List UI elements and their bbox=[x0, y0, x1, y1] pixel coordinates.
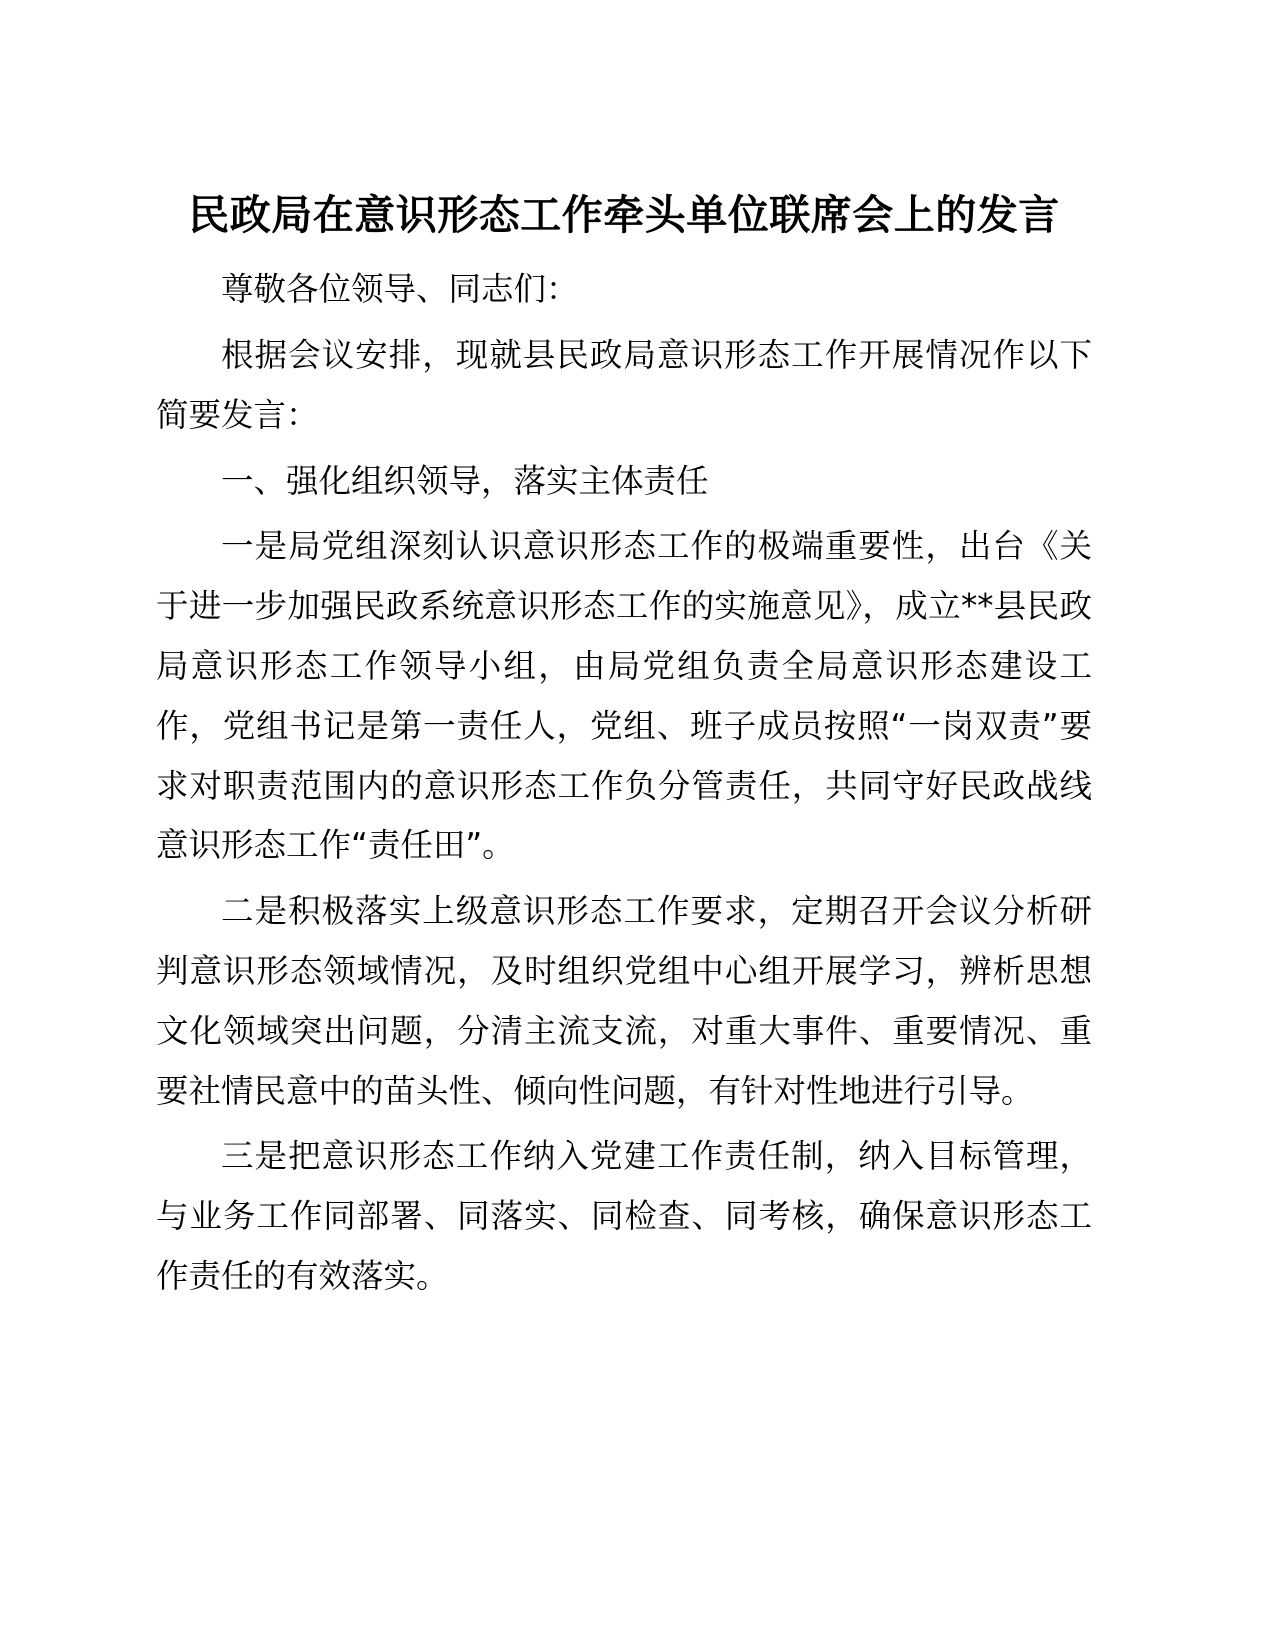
paragraph-point-3: 三是把意识形态工作纳入党建工作责任制，纳入目标管理，与业务工作同部署、同落实、同检查、同考核，确保意识形态工作责任的有效落实。 bbox=[156, 1137, 1092, 1295]
paragraph-point-2: 二是积极落实上级意识形态工作要求，定期召开会议分析研判意识形态领域情况，及时组织党组中心组开展学习，辨析思想文化领域突出问题，分清主流支流，对重大事件、重要情况、重要社情民意中的苗头性、倾向性问题，有针对性地进行引导。 bbox=[156, 892, 1092, 1110]
paragraph-point-1: 一是局党组深刻认识意识形态工作的极端重要性，出台《关于进一步加强民政系统意识形态工作的实施意见》，成立**县民政局意识形态工作领导小组，由局党组负责全局意识形态建设工作，党组书记是第一责任人，党组、班子成员按照“一岗双责”要求对职责范围内的意识形态工作负分管责任，共同守好民政战线意识形态工作“责任田”。 bbox=[156, 527, 1092, 865]
document-title: 民政局在意识形态工作牵头单位联席会上的发言 bbox=[188, 191, 1060, 239]
paragraph-salutation: 尊敬各位领导、同志们： bbox=[221, 270, 579, 309]
document-body bbox=[156, 186, 1092, 1307]
section-heading-1: 一、强化组织领导，落实主体责任 bbox=[221, 461, 709, 500]
paragraph-intro: 根据会议安排，现就县民政局意识形态工作开展情况作以下简要发言： bbox=[156, 336, 1092, 434]
